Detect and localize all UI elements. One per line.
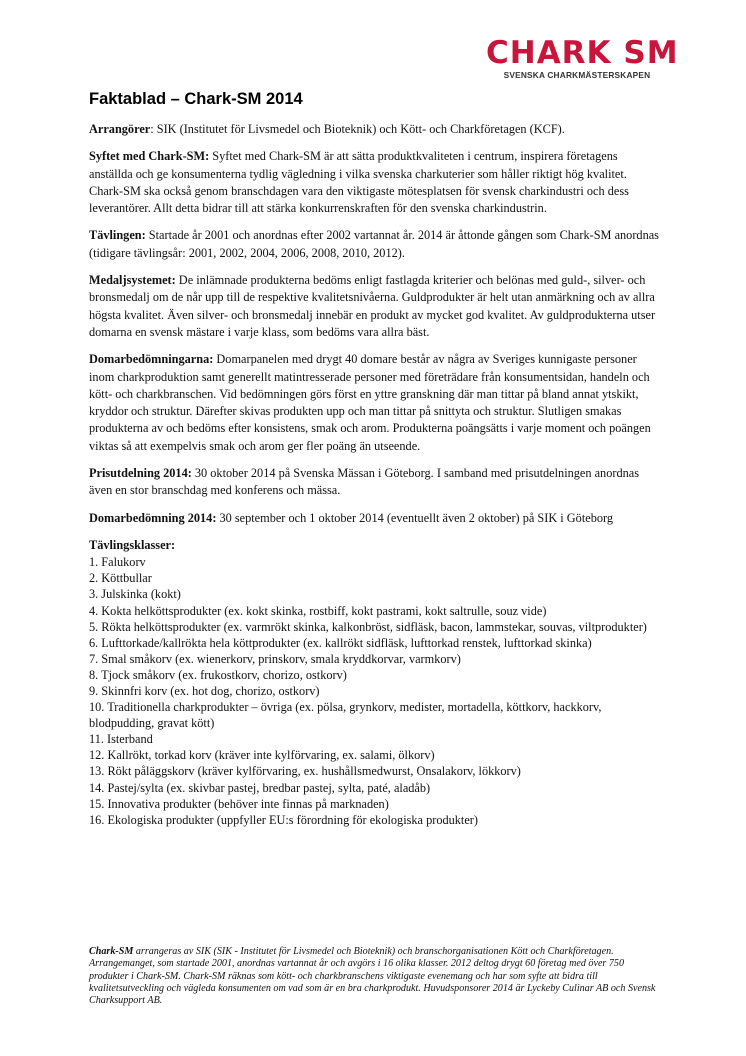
classes-list [89, 554, 661, 828]
paragraph-label: Arrangörer [89, 122, 151, 136]
paragraph-text: De inlämnade produkterna bedöms enligt fastlagda kriterier och belönas med guld-, silver- och bronsmedalj om de når upp till de respektive kvalitetsnivåerna. Guldprodukter är helt utan anmärkning och av allra högsta kvalitet. Även silver- och bronsmedalj innebär en produkt av mycket god kvalitet. Av guldprodukterna utser domarna en svensk mästare i varje klass, som bedöms vara allra bäst. [89, 273, 656, 339]
paragraph-label: Domarbedömning 2014: [89, 510, 217, 525]
paragraph-domarbedomningarna [89, 351, 661, 455]
paragraph-label: Prisutdelning 2014: [89, 466, 192, 481]
paragraph-domarbedomning [89, 510, 661, 527]
document-title: Faktablad – Chark-SM 2014 [89, 90, 303, 108]
paragraph-label-colon: : [150, 122, 154, 136]
chark-sm-logo [486, 35, 679, 86]
paragraph-syftet [89, 148, 661, 217]
paragraph-text: Startade år 2001 och anordnas efter 2002 vartannat år. 2014 är åttonde gången som Chark-SM anordnas (tidigare tävlingsår: 2001, 2002, 2004, 2006, 2008, 2010, 2012). [89, 228, 659, 260]
list-item: 4. Kokta helköttsprodukter (ex. kokt skinka, rostbiff, kokt pastrami, kokt saltrulle, souz vide) [89, 603, 547, 618]
list-item: 2. Köttbullar [89, 571, 152, 586]
paragraph-label: Domarbedömningarna: [89, 352, 214, 367]
list-item: 16. Ekologiska produkter (uppfyller EU:s förordning för ekologiska produkter) [89, 812, 478, 827]
list-item: 1. Falukorv [89, 555, 146, 570]
paragraph-text: 30 oktober 2014 på Svenska Mässan i Göteborg. I samband med prisutdelningen anordnas även en stor branschdag med konferens och mässa. [89, 466, 639, 498]
list-item: 8. Tjock småkorv (ex. frukostkorv, chorizo, ostkorv) [89, 667, 347, 682]
list-item: 13. Rökt påläggskorv (kräver kylförvaring, ex. hushållsmedwurst, Onsalakorv, lökkorv) [89, 764, 521, 779]
paragraph-text: Syftet med Chark-SM är att sätta produktkvaliteten i centrum, inspirera företagens anställda och ge konsumenterna tydlig vägledning i vilka svenska charkuterier som håller riktigt hög kvalitet. Chark-SM ska också genom branschdagen vara den viktigaste mötesplatsen för svensk charkindustri och dess leverantörer. Allt detta bidrar till att stärka konkurrenskraften för den svenska charkindustrin. [89, 149, 629, 216]
list-item: 7. Smal småkorv (ex. wienerkorv, prinskorv, smala kryddkorvar, varmkorv) [89, 651, 461, 666]
logo-tagline: SVENSKA CHARKMÄSTERSKAPEN [503, 70, 651, 80]
list-item: 3. Julskinka (kokt) [89, 587, 181, 602]
paragraph-text: Domarpanelen med drygt 40 domare består av några av Sveriges kunnigaste personer inom charkproduktion samt generellt matintresserade personer med företrädare från konsumentsidan, handeln och kött- och charkbranschen. Vid bedömningen görs först en yttre granskning där man tittar på bland annat ytskikt, kryddor och struktur. Därefter skivas produkten upp och man tittar på snittyta och struktur. Slutligen smakas produkterna av och bedöms efter konsistens, smak och arom. Produkterna poängsätts i varje moment och poängen viktas så att exempelvis smak och arom ger fler poäng än utseende. [89, 352, 651, 453]
paragraph-label: Medaljsystemet: [89, 273, 176, 288]
logo-wordmark: CHARK SM [486, 35, 679, 71]
document-body [89, 121, 661, 828]
paragraph-prisutdelning [89, 465, 661, 500]
paragraph-text: 30 september och 1 oktober 2014 (eventuellt även 2 oktober) på SIK i Göteborg [216, 510, 614, 525]
footer-label: Chark-SM [89, 946, 134, 957]
footer-text: arrangeras av SIK (SIK - Institutet för Livsmedel och Bioteknik) och branschorganisationen Kött och Charkföretagen. Arrangemanget, som startade 2001, anordnas vartannat år och avgörs i 16 olika klasser. 2012 deltog drygt 60 företag med över 750 produkter i Chark-SM. Chark-SM räknas som kött- och charkbranschens viktigaste evenemang och har som syfte att bidra till kvalitetsutveckling och vägleda konsumenten om vad som är en bra charkprodukt. Huvudsponsorer 2014 är Lyckeby Culinar AB och Svensk Charksupport AB. [89, 946, 656, 1007]
paragraph-medaljsystemet [89, 272, 661, 341]
list-item: 5. Rökta helköttsprodukter (ex. varmrökt skinka, kalkonbröst, sidfläsk, bacon, lammstekar, souvas, viltprodukter) [89, 619, 647, 634]
paragraph-arrangorer [89, 121, 661, 138]
list-item: 14. Pastej/sylta (ex. skivbar pastej, bredbar pastej, sylta, paté, aladåb) [89, 780, 431, 795]
classes-heading: Tävlingsklasser: [89, 537, 176, 552]
list-item: 11. Isterband [89, 732, 153, 747]
footer-note [89, 946, 661, 1007]
paragraph-text: SIK (Institutet för Livsmedel och Bioteknik) och Kött- och Charkföretagen (KCF). [153, 122, 565, 136]
paragraph-label: Syftet med Chark-SM: [89, 149, 210, 164]
list-item: 15. Innovativa produkter (behöver inte finnas på marknaden) [89, 796, 389, 811]
list-item: 6. Lufttorkade/kallrökta hela köttprodukter (ex. kallrökt sidfläsk, lufttorkad renstek, lufttorkad skinka) [89, 635, 592, 650]
list-item: 12. Kallrökt, torkad korv (kräver inte kylförvaring, ex. salami, ölkorv) [89, 748, 435, 763]
paragraph-label: Tävlingen: [89, 228, 146, 243]
list-item: 9. Skinnfri korv (ex. hot dog, chorizo, ostkorv) [89, 683, 320, 698]
list-item: 10. Traditionella charkprodukter – övriga (ex. pölsa, grynkorv, medister, mortadella, köttkorv, hackkorv, blodpudding, gravat kött) [89, 700, 602, 731]
paragraph-tavlingen [89, 227, 661, 262]
